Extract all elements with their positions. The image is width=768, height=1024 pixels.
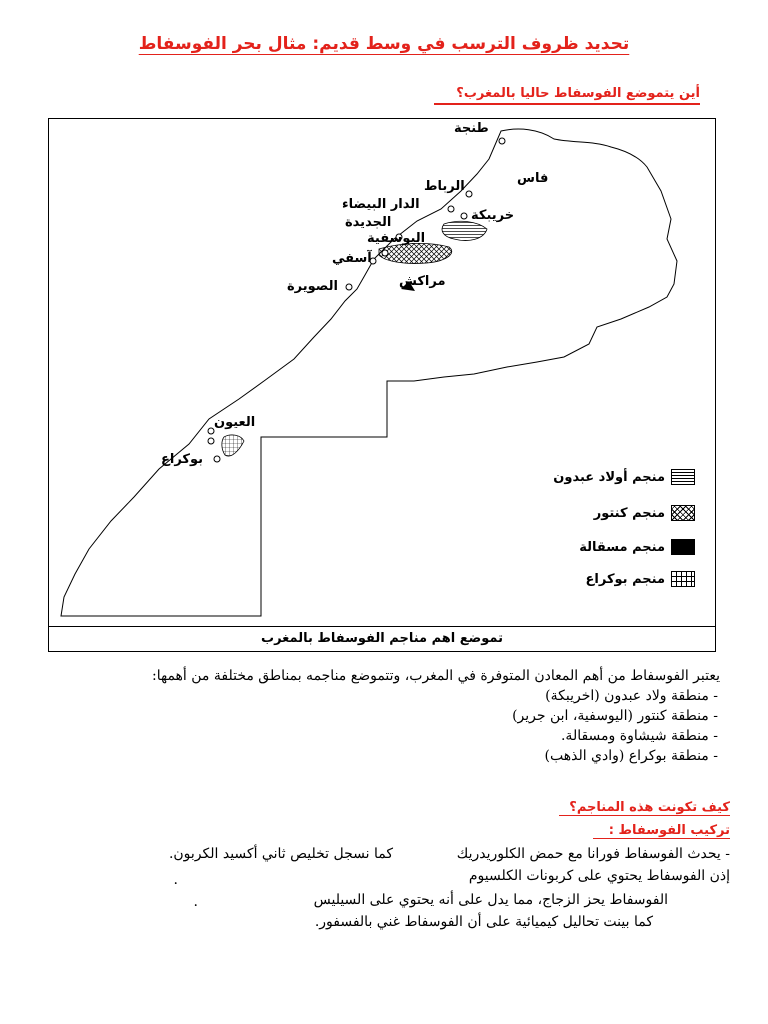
city-label-marrakech: مراكش xyxy=(399,274,446,289)
legend-item-oulad-abdoun: منجم أولاد عبدون xyxy=(553,469,695,485)
legend-swatch-grid xyxy=(671,571,695,587)
morocco-phosphate-map xyxy=(48,118,716,652)
body-line-3-dot: . xyxy=(193,894,198,910)
city-label-laayoune: العيون xyxy=(214,415,256,430)
city-label-safi: آسفي xyxy=(332,251,372,266)
body-line-1b: كما نسجل تخليص ثاني أكسيد الكربون. xyxy=(168,846,393,862)
city-label-tangier: طنجة xyxy=(454,121,489,136)
mine-oulad-abdoun xyxy=(442,221,487,240)
city-dot-boucraa-b xyxy=(214,456,220,462)
page-title: تحديد ظروف الترسب في وسط قديم: مثال بحر الفوسفاط xyxy=(138,34,630,54)
city-label-rabat: الرباط xyxy=(424,179,465,194)
city-label-boucraa: بوكراع xyxy=(161,452,204,467)
mine-boucraa xyxy=(222,435,244,456)
city-label-essaouira: الصويرة xyxy=(287,279,338,294)
legend-swatch-solid xyxy=(671,539,695,555)
mine-gantour xyxy=(379,243,452,263)
list-item: - منطقة ولاد عبدون (اخريبكة) xyxy=(545,688,718,704)
section-subheading: تركيب الفوسفاط : xyxy=(593,823,730,839)
body-line-2: إذن الفوسفاط يحتوي على كربونات الكلسيوم xyxy=(468,868,730,884)
legend-item-gantour: منجم كنتور xyxy=(594,505,695,521)
legend-item-meskala: منجم مسقالة xyxy=(579,539,695,555)
city-dot-tangier xyxy=(499,138,505,144)
city-label-youssoufia: اليوسفية xyxy=(367,231,426,246)
city-dot-rabat xyxy=(466,191,472,197)
intro-text: يعتبر الفوسفاط من أهم المعادن المتوفرة في المغرب، وتتموضع مناجمه بمناطق مختلفة من أهمها: xyxy=(152,668,720,684)
city-dot-casablanca xyxy=(448,206,454,212)
legend-swatch-lines xyxy=(671,469,695,485)
map-caption: تموضع اهم مناجم الفوسفاط بالمغرب xyxy=(49,626,715,651)
city-dot-youssoufia xyxy=(382,250,388,256)
list-item: - منطقة شيشاوة ومسقالة. xyxy=(560,728,718,744)
legend-swatch-crosshatch xyxy=(671,505,695,521)
list-item: - منطقة بوكراع (وادي الذهب) xyxy=(544,748,718,764)
city-label-casablanca: الدار البيضاء xyxy=(342,197,420,212)
question-formation: كيف تكونت هذه المناجم؟ xyxy=(559,800,730,816)
city-dot-essaouira xyxy=(346,284,352,290)
body-line-1a: - يحدث الفوسفاط فورانا مع حمض الكلوريدريك xyxy=(456,846,730,862)
intro-paragraph xyxy=(40,666,720,766)
list-item: - منطقة كنتور (اليوسفية، ابن جرير) xyxy=(512,708,718,724)
question-location: أين يتموضع الفوسفاط حاليا بالمغرب؟ xyxy=(434,86,700,105)
body-line-4: كما بينت تحاليل كيميائية على أن الفوسفاط غني بالفسفور. xyxy=(314,914,653,930)
city-label-fes: فاس xyxy=(517,171,549,186)
city-label-khouribga: خريبكة xyxy=(471,208,515,223)
city-dot-khouribga xyxy=(461,213,467,219)
city-dot-boucraa-a xyxy=(208,438,214,444)
body-line-3: الفوسفاط يحز الزجاج، مما يدل على أنه يحتوي على السيليس xyxy=(313,892,668,908)
city-label-eljadida: الجديدة xyxy=(345,215,392,230)
body-line-2-dot: . xyxy=(173,872,178,888)
legend-item-boucraa: منجم بوكراع xyxy=(586,571,695,587)
